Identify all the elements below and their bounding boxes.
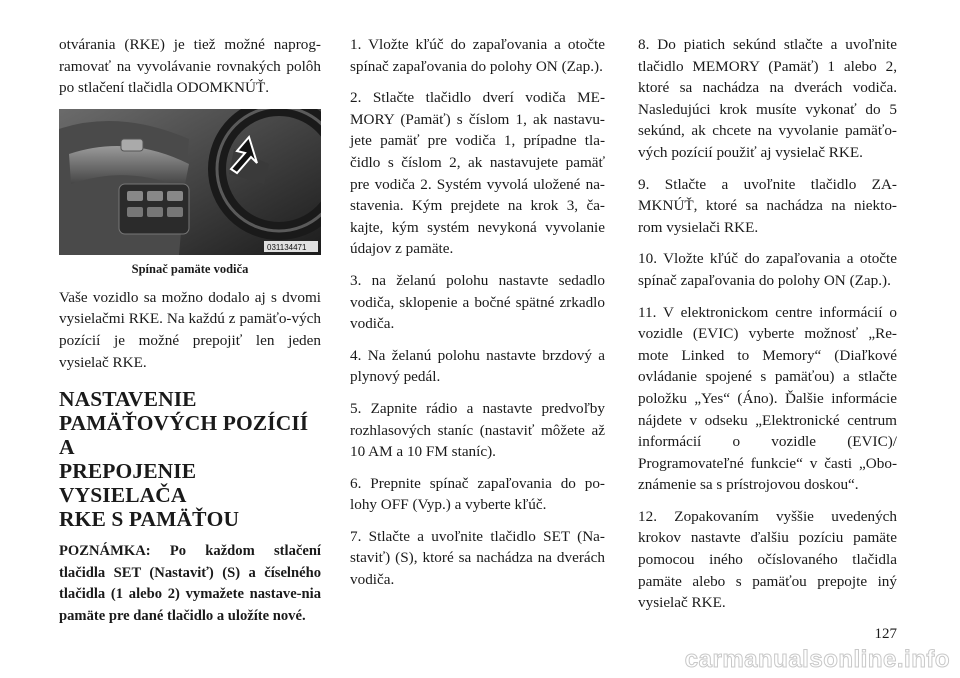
step-11: 11. V elektronickom centre informácií o vozidle (EVIC) vyberte možnosť „Re-mote Linked to Memory“ (Diaľkové ovládanie spojené s pamäťou) a stlačte položku „Yes“ (Áno). Ďalšie informácie nájdete v odseku „Elektronické centrum informácií o vozidle (EVIC)/ Programovateľné funkcie“ v časti „Obo-známenie sa s prístrojovou doskou“. bbox=[638, 303, 897, 494]
column-right bbox=[638, 34, 897, 624]
watermark bbox=[545, 645, 955, 673]
step-3: 3. na želanú polohu nastavte sedadlo vodiča, sklopenie a bočné spätné zrkadlo vodiča. bbox=[350, 271, 605, 333]
section-heading bbox=[59, 387, 321, 531]
step-6: 6. Prepnite spínač zapaľovania do po-lohy OFF (Vyp.) a vyberte kľúč. bbox=[350, 474, 605, 514]
heading-line-3: PREPOJENIE VYSIELAČA bbox=[59, 459, 197, 508]
watermark-text: carmanualsonline.info bbox=[684, 646, 950, 673]
rke-paragraph: Vaše vozidlo sa možno dodalo aj s dvomi vysielačmi RKE. Na každú z pamäťo-vých pozícií je možné prepojiť len jeden vysielač RKE. bbox=[59, 288, 321, 371]
note-paragraph: POZNÁMKA: Po každom stlačení tlačidla SET (Nastaviť) (S) a číselného tlačidla (1 alebo 2) vymažete nastave-nia pamäte pre dané tlačidlo a uložíte nové. bbox=[59, 543, 321, 624]
heading-line-4: RKE S PAMÄŤOU bbox=[59, 507, 240, 532]
step-2: 2. Stlačte tlačidlo dverí vodiča ME-MORY (Pamäť) s číslom 1, ak nastavu-jete pamäť pre vodiča 1, prípadne tla-čidlo s číslom 2, ak nastavujete pamäť pre vodiča 2. Systém vyvolá uložené na-stavenia. Kým prejdete na krok 3, ča-kajte, kým systém nevykoná vyvolanie údajov z pamäte. bbox=[350, 89, 605, 258]
heading-line-1: NASTAVENIE bbox=[59, 387, 197, 412]
page-number: 127 bbox=[874, 626, 897, 642]
memory-switch-photo bbox=[59, 109, 321, 255]
step-1: 1. Vložte kľúč do zapaľovania a otočte spínač zapaľovania do polohy ON (Zap.). bbox=[350, 36, 605, 75]
step-9: 9. Stlačte a uvoľnite tlačidlo ZA-MKNÚŤ, ktoré sa nachádza na niekto-rom vysielači RKE. bbox=[638, 175, 897, 236]
step-4: 4. Na želanú polohu nastavte brzdový a plynový pedál. bbox=[350, 346, 605, 386]
door-panel-illustration bbox=[59, 109, 321, 255]
step-12: 12. Zopakovaním vyššie uvedených krokov nastavte ďalšiu pozíciu pamäte pomocou iného očíslovaného tlačidla pamäte alebo s pamäťou prepojte iný vysielač RKE. bbox=[638, 507, 897, 612]
figure-code: 031134471 bbox=[267, 242, 307, 252]
heading-line-2: PAMÄŤOVÝCH POZÍCIÍ A bbox=[59, 411, 309, 460]
column-middle bbox=[350, 34, 605, 601]
step-7: 7. Stlačte a uvoľnite tlačidlo SET (Na-staviť) (S), ktoré sa nachádza na dverách vodiča. bbox=[350, 527, 605, 589]
step-5: 5. Zapnite rádio a nastavte predvoľby rozhlasových staníc (nastaviť môžete až 10 AM a 10 FM staníc). bbox=[350, 399, 605, 461]
figure-caption: Spínač pamäte vodiča bbox=[131, 261, 249, 276]
step-8: 8. Do piatich sekúnd stlačte a uvoľnite tlačidlo MEMORY (Pamäť) 1 alebo 2, ktoré sa nachádza na dverách vodiča. Nasledujúci krok musíte vykonať do 5 sekúnd, ak chcete na vyvolanie pamäťo-vých pozícií použiť aj vysielač RKE. bbox=[638, 36, 897, 161]
step-10: 10. Vložte kľúč do zapaľovania a otočte spínač zapaľovania do polohy ON (Zap.). bbox=[638, 250, 897, 289]
intro-paragraph: otvárania (RKE) je tiež možné naprog-ramovať na vyvolávanie rovnakých polôh po stlačení tlačidla ODOMKNÚŤ. bbox=[59, 36, 321, 97]
column-left bbox=[59, 34, 321, 638]
